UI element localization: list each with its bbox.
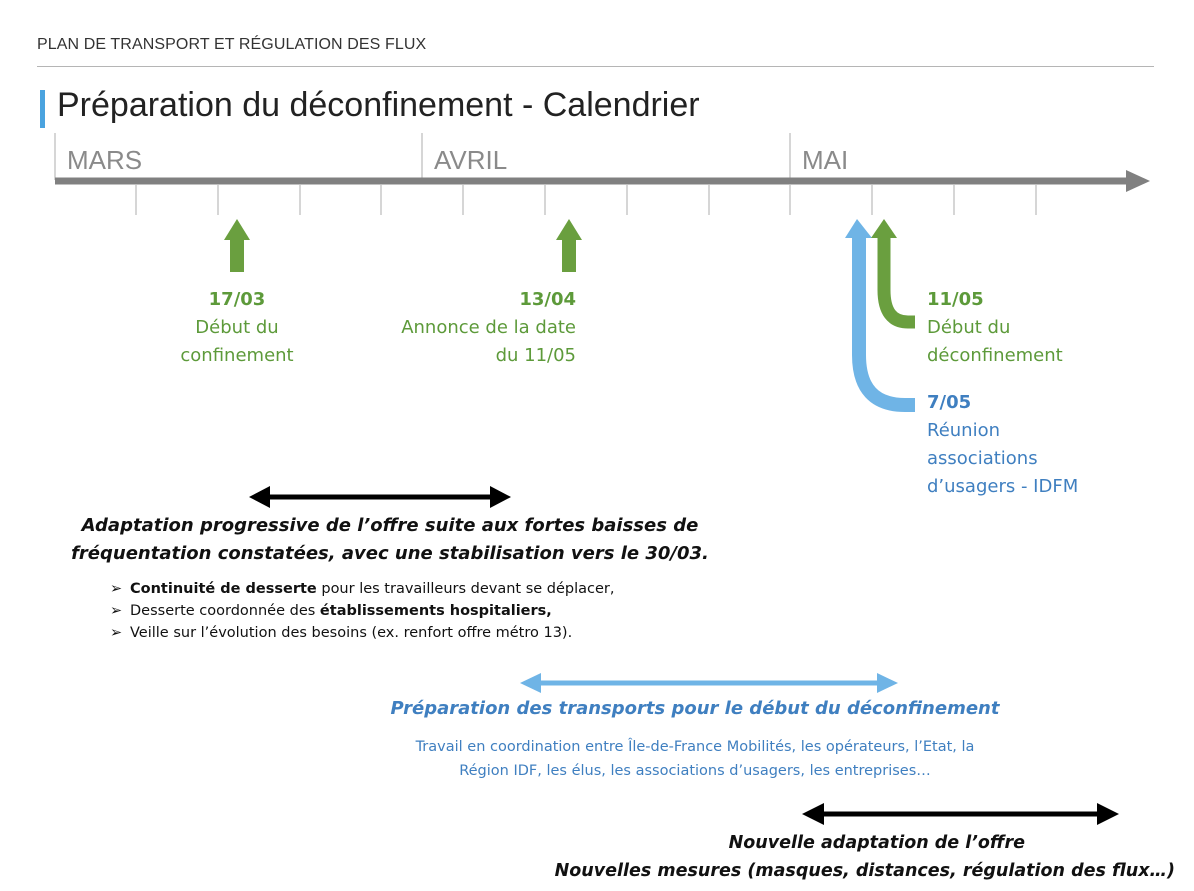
week-ticks: [136, 185, 1036, 215]
event-13-04: [336, 286, 576, 370]
event-line: Début du: [195, 317, 279, 338]
event-date: 7/05: [927, 392, 972, 413]
bullet-text: pour les travailleurs devant se déplacer,: [316, 581, 615, 597]
phase3-title: Nouvelle adaptation de l’offre: [728, 833, 1025, 853]
arrow-13-04-icon: [556, 219, 582, 272]
phase1-description: [40, 512, 740, 568]
phase2-line: Région IDF, les élus, les associations d’usagers, les entreprises…: [459, 763, 931, 779]
bullet-bold-text: Continuité de desserte: [130, 581, 317, 597]
phase1-line: fréquentation constatées, avec une stabilisation vers le 30/03.: [71, 543, 709, 564]
phase1-range-arrow: [249, 486, 511, 508]
event-line: associations: [927, 448, 1038, 469]
list-item: [110, 622, 615, 644]
event-line: déconfinement: [927, 345, 1063, 366]
event-line: confinement: [180, 345, 294, 366]
bullet-text: Desserte coordonnée des: [130, 603, 320, 619]
phase2-range-arrow: [520, 673, 898, 693]
event-7-05: [927, 389, 1078, 501]
phase1-bullet-list: [110, 578, 615, 644]
event-line: du 11/05: [495, 345, 576, 366]
event-line: Début du: [927, 317, 1011, 338]
month-avril: AVRIL: [434, 145, 508, 175]
phase2-description: [345, 735, 1045, 783]
arrow-17-03-icon: [224, 219, 250, 272]
event-line: Réunion: [927, 420, 1001, 441]
bullet-text: Veille sur l’évolution des besoins (ex. renfort offre métro 13).: [130, 625, 573, 641]
event-date: 11/05: [927, 289, 984, 310]
event-line: d’usagers - IDFM: [927, 476, 1079, 497]
event-date: 17/03: [208, 289, 266, 310]
month-mars: MARS: [67, 145, 143, 175]
bullet-bold-text: établissements hospitaliers,: [319, 603, 552, 619]
bullet-arrow-icon: ➢: [110, 625, 123, 641]
timeline-arrowhead: [1126, 170, 1150, 192]
phase3-range-arrow: [802, 803, 1119, 825]
page-title: Préparation du déconfinement - Calendrier: [57, 86, 700, 124]
event-date: 13/04: [519, 289, 576, 310]
event-17-03: [137, 286, 337, 370]
arrow-11-05-icon: [871, 219, 915, 322]
phase2-line: Travail en coordination entre Île-de-France Mobilités, les opérateurs, l’Etat, la: [415, 739, 975, 755]
event-11-05: [927, 286, 1063, 370]
event-line: Annonce de la date: [401, 317, 576, 338]
list-item: [110, 578, 615, 600]
header-title: PLAN DE TRANSPORT ET RÉGULATION DES FLUX: [37, 36, 427, 53]
phase2-title: Préparation des transports pour le début du déconfinement: [390, 698, 1000, 719]
bullet-arrow-icon: ➢: [110, 603, 123, 619]
phase1-line: Adaptation progressive de l’offre suite aux fortes baisses de: [81, 515, 699, 536]
list-item: [110, 600, 615, 622]
phase3-measures: Nouvelles mesures (masques, distances, régulation des flux…): [554, 861, 1175, 881]
bullet-arrow-icon: ➢: [110, 581, 123, 597]
month-mai: MAI: [802, 145, 849, 175]
